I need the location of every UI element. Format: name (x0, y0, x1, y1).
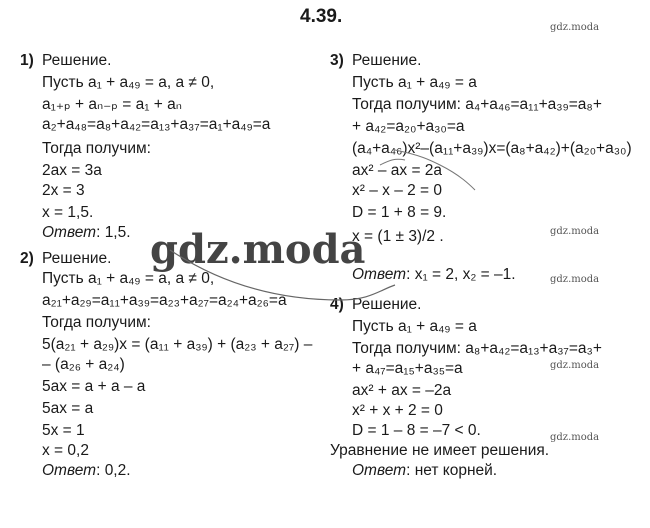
solution-line: a₂₁+a₂₉=a₁₁+a₃₉=a₂₃+a₂₇=a₂₄+a₂₆=a (42, 292, 287, 309)
answer-label: Ответ (352, 266, 407, 283)
solution-number: 4) (330, 296, 344, 313)
answer-value: : 1,5. (96, 224, 131, 241)
solution-line: a₂+a₄₈=a₈+a₄₂=a₁₃+a₃₇=a₁+a₄₉=a (42, 116, 271, 133)
answer-label: Ответ (42, 224, 97, 241)
solution-line: Тогда получим: a₈+a₄₂=a₁₃+a₃₇=a₃+ (352, 340, 602, 357)
solution-line: 5x = 1 (42, 422, 85, 439)
answer-label: Ответ (352, 462, 407, 479)
solution-line: D = 1 – 8 = –7 < 0. (352, 422, 481, 439)
solution-line: Пусть a₁ + a₄₉ = a, a ≠ 0, (42, 74, 215, 91)
solution-line: Решение. (352, 296, 422, 313)
solution-line: Тогда получим: (42, 314, 151, 331)
solution-line: 5ax = a (42, 400, 94, 417)
solution-line: Пусть a₁ + a₄₉ = a (352, 318, 477, 335)
watermark-small: gdz.moda (550, 22, 600, 33)
solution-line: Решение. (42, 250, 112, 267)
answer-value: : нет корней. (406, 462, 498, 479)
problem-number: 4.39. (300, 6, 343, 27)
solution-line: (a₄+a₄₆)x²–(a₁₁+a₃₉)x=(a₈+a₄₂)+(a₂₀+a₃₀) (352, 140, 632, 157)
solution-number: 1) (20, 52, 34, 69)
solution-line: x² – x – 2 = 0 (352, 182, 443, 199)
solution-line: – (a₂₆ + a₂₄) (42, 356, 125, 373)
answer-line (352, 462, 497, 480)
solution-line: a₁₊ₚ + aₙ₋ₚ = a₁ + aₙ (42, 96, 182, 113)
solution-line: Пусть a₁ + a₄₉ = a, a ≠ 0, (42, 270, 215, 287)
solution-number: 2) (20, 250, 34, 267)
solution-line: Решение. (42, 52, 112, 69)
solution-line: x² + x + 2 = 0 (352, 402, 443, 419)
solution-line: Тогда получим: a₄+a₄₆=a₁₁+a₃₉=a₈+ (352, 96, 602, 113)
solution-number: 3) (330, 52, 344, 69)
solution-line: 5(a₂₁ + a₂₉)x = (a₁₁ + a₃₉) + (a₂₃ + a₂₇) – (42, 336, 313, 353)
watermark-small: gdz.moda (550, 360, 600, 371)
answer-line (352, 266, 516, 284)
watermark-small: gdz.moda (550, 432, 600, 443)
solution-line: 2ax = 3a (42, 162, 102, 179)
solution-line: + a₄₇=a₁₅+a₃₅=a (352, 360, 463, 377)
solution-line: Уравнение не имеет решения. (330, 442, 550, 459)
solution-line: 2x = 3 (42, 182, 85, 199)
solution-line: x = (1 ± 3)/2 . (352, 228, 444, 245)
solution-line: D = 1 + 8 = 9. (352, 204, 447, 221)
solution-line: Тогда получим: (42, 140, 151, 157)
answer-line (42, 224, 131, 242)
watermark-large: gdz.moda (150, 226, 366, 273)
solution-line: x = 1,5. (42, 204, 94, 221)
answer-label: Ответ (42, 462, 97, 479)
solution-line: 5ax = a + a – a (42, 378, 146, 395)
answer-line (42, 462, 131, 480)
solution-line: ax² – ax = 2a (352, 162, 443, 179)
answer-value: : x₁ = 2, x₂ = –1. (406, 266, 516, 283)
solution-line: ax² + ax = –2a (352, 382, 452, 399)
solution-line: Решение. (352, 52, 422, 69)
solution-line: x = 0,2 (42, 442, 89, 459)
solution-line: Пусть a₁ + a₄₉ = a (352, 74, 477, 91)
watermark-small: gdz.moda (550, 226, 600, 237)
solution-line: + a₄₂=a₂₀+a₃₀=a (352, 118, 465, 135)
answer-value: : 0,2. (96, 462, 131, 479)
watermark-small: gdz.moda (550, 274, 600, 285)
